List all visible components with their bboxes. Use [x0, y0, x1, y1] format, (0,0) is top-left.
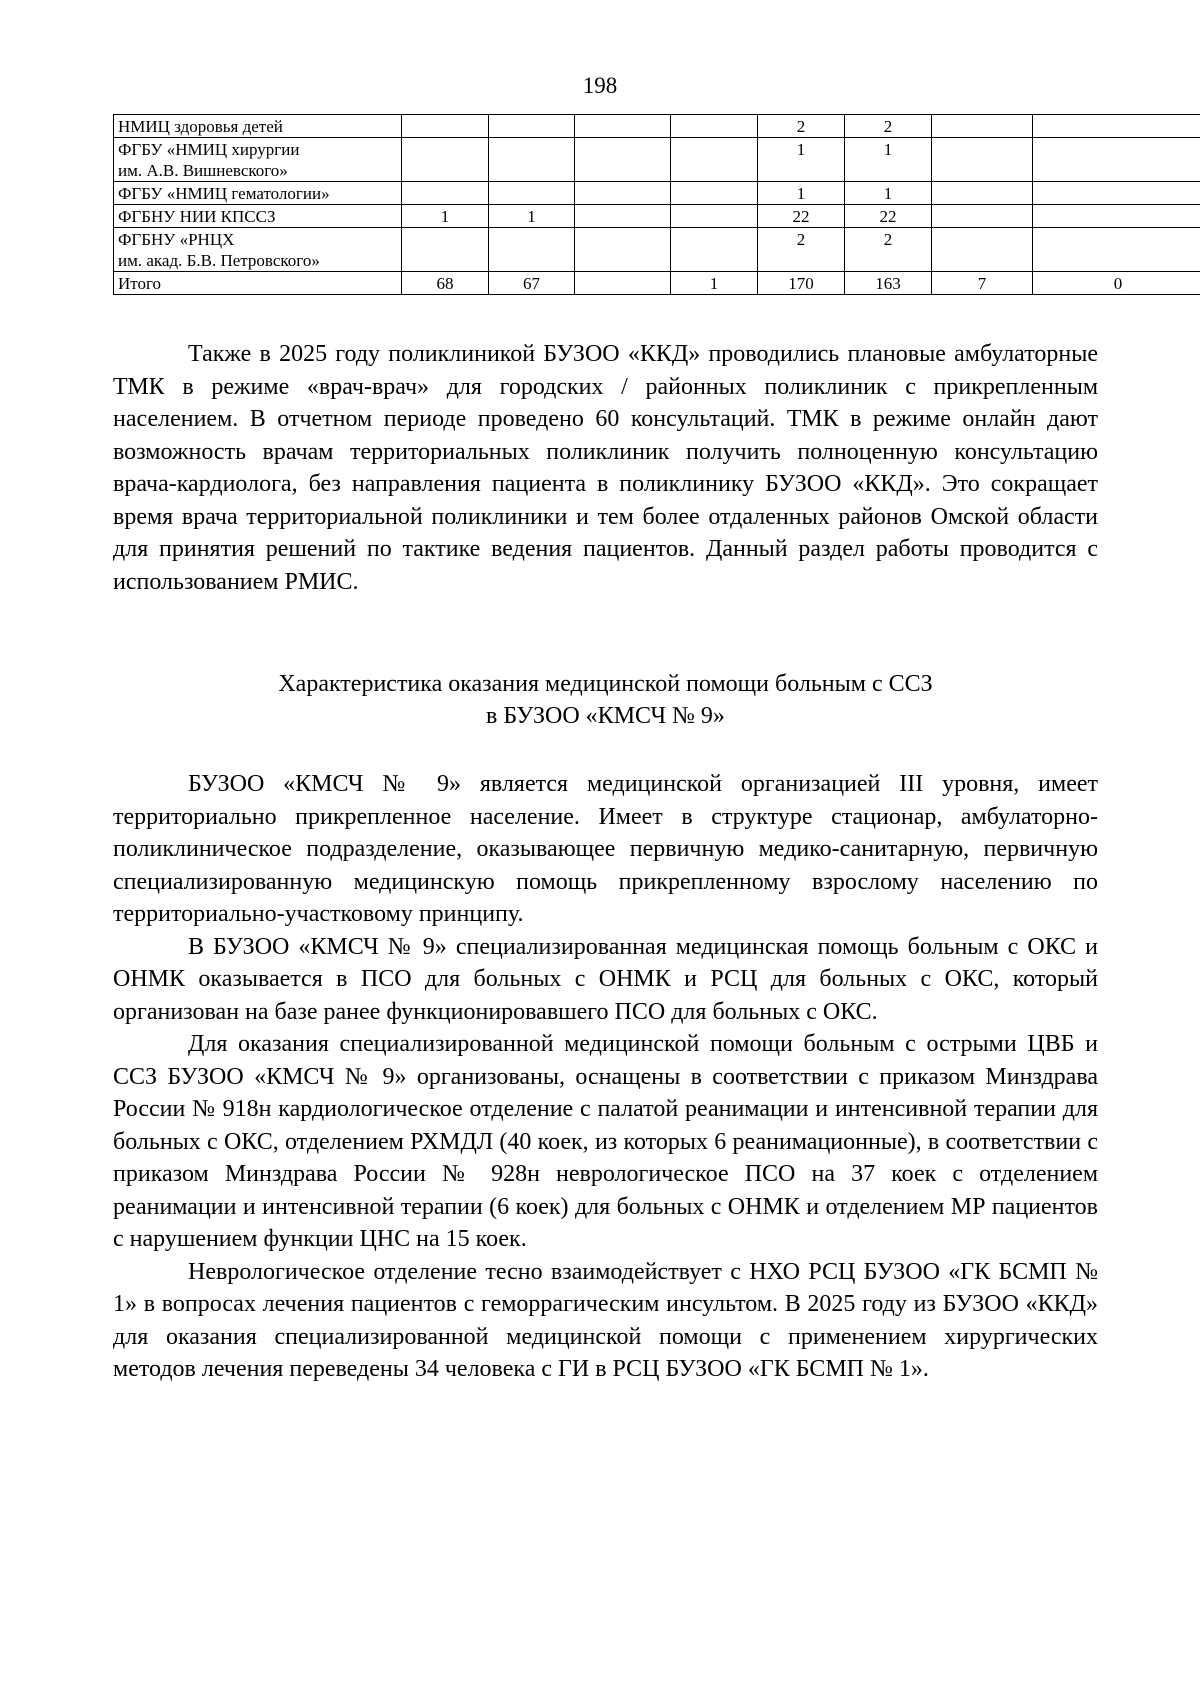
table-cell	[671, 205, 758, 228]
table-cell	[575, 205, 671, 228]
table-row	[114, 205, 1200, 228]
table-cell	[671, 115, 758, 138]
table-cell: 68	[402, 272, 489, 295]
table-row	[114, 228, 1200, 272]
table-cell: 0	[1033, 272, 1200, 295]
table-cell	[1033, 228, 1200, 272]
table-cell-name: Итого	[114, 272, 402, 295]
table-cell	[1033, 115, 1200, 138]
table-cell: 163	[845, 272, 932, 295]
intro-text-block	[113, 338, 1098, 598]
section-heading-line-1: Характеристика оказания медицинской помощи больным с ССЗ	[278, 671, 933, 697]
paragraph: Неврологическое отделение тесно взаимодействует с НХО РСЦ БУЗОО «ГК БСМП № 1» в вопросах лечения пациентов с геморрагическим инсультом. В 2025 году из БУЗОО «ККД» для оказания специализированной медицинской помощи с применением хирургических методов лечения переведены 34 человека с ГИ в РСЦ БУЗОО «ГК БСМП № 1».	[113, 1258, 1098, 1382]
table-cell: 22	[758, 205, 845, 228]
paragraph: В БУЗОО «КМСЧ № 9» специализированная медицинская помощь больным с ОКС и ОНМК оказывается в ПСО для больных с ОНМК и РСЦ для больных с ОКС, который организован на базе ранее функционировавшего ПСО для больных с ОКС.	[113, 933, 1098, 1025]
main-text-block	[113, 768, 1098, 1386]
table-cell: 7	[932, 272, 1033, 295]
table-cell	[932, 228, 1033, 272]
table-cell	[489, 228, 575, 272]
table-cell: 2	[758, 228, 845, 272]
table-cell: 170	[758, 272, 845, 295]
table-cell	[671, 138, 758, 182]
table-cell	[671, 228, 758, 272]
table-row-total	[114, 272, 1200, 295]
table-cell	[402, 228, 489, 272]
table-cell-name: ФГБНУ НИИ КПССЗ	[114, 205, 402, 228]
table-cell	[402, 115, 489, 138]
table-cell	[489, 138, 575, 182]
intro-paragraph: Также в 2025 году поликлиникой БУЗОО «ККД» проводились плановые амбулаторные ТМК в режиме «врач-врач» для городских / районных поликлиник с прикрепленным населением. В отчетном периоде проведено 60 консультаций. ТМК в режиме онлайн дают возможность врачам территориальных поликлиник получить полноценную консультацию врача-кардиолога, без направления пациента в поликлинику БУЗОО «ККД». Это сокращает время врача территориальной поликлиники и тем более отдаленных районов Омской области для принятия решений по тактике ведения пациентов. Данный раздел работы проводится с использованием РМИС.	[113, 341, 1098, 595]
table-cell	[671, 182, 758, 205]
table-cell: 1	[845, 182, 932, 205]
table-cell: 1	[758, 182, 845, 205]
table-cell	[932, 115, 1033, 138]
table-cell	[932, 138, 1033, 182]
table-cell	[1033, 205, 1200, 228]
page-number: 198	[582, 73, 618, 98]
table-cell	[575, 272, 671, 295]
table-cell: 22	[845, 205, 932, 228]
table-cell: 1	[671, 272, 758, 295]
table-cell: 2	[845, 228, 932, 272]
table-cell-name: ФГБУ «НМИЦ гематологии»	[114, 182, 402, 205]
paragraph: БУЗОО «КМСЧ № 9» является медицинской организацией III уровня, имеет территориально прикрепленное население. Имеет в структуре стационар, амбулаторно-поликлиническое подразделение, оказывающее первичную медико-санитарную, первичную специализированную медицинскую помощь прикрепленному взрослому населению по территориально-участковому принципу.	[113, 771, 1098, 927]
table-cell	[575, 228, 671, 272]
table-cell: 2	[845, 115, 932, 138]
table-cell	[575, 138, 671, 182]
section-heading-line-2: в БУЗОО «КМСЧ № 9»	[486, 703, 725, 729]
table-row	[114, 182, 1200, 205]
table-cell-name: ФГБУ «НМИЦ хирургии им. А.В. Вишневского»	[114, 138, 402, 182]
table-row	[114, 138, 1200, 182]
table-cell: 1	[489, 205, 575, 228]
table-row	[114, 115, 1200, 138]
table-cell	[932, 205, 1033, 228]
table-cell	[932, 182, 1033, 205]
table-cell	[575, 115, 671, 138]
table-cell	[489, 182, 575, 205]
table-cell: 1	[845, 138, 932, 182]
table-cell-name: ФГБНУ «РНЦХ им. акад. Б.В. Петровского»	[114, 228, 402, 272]
table-cell	[402, 138, 489, 182]
table-cell: 1	[402, 205, 489, 228]
table-cell	[1033, 138, 1200, 182]
table-cell	[489, 115, 575, 138]
table-cell	[402, 182, 489, 205]
paragraph: Для оказания специализированной медицинской помощи больным с острыми ЦВБ и ССЗ БУЗОО «КМСЧ № 9» организованы, оснащены в соответствии с приказом Минздрава России № 918н кардиологическое отделение с палатой реанимации и интенсивной терапии для больных с ОКС, отделением РХМДЛ (40 коек, из которых 6 реанимационные), в соответствии с приказом Минздрава России № 928н неврологическое ПСО на 37 коек с отделением реанимации и интенсивной терапии (6 коек) для больных с ОНМК и отделением МР пациентов с нарушением функции ЦНС на 15 коек.	[113, 1031, 1098, 1252]
table-cell	[1033, 182, 1200, 205]
table-cell: 2	[758, 115, 845, 138]
table-cell	[575, 182, 671, 205]
statistics-table	[113, 114, 1200, 295]
table-cell: 67	[489, 272, 575, 295]
table-cell-name: НМИЦ здоровья детей	[114, 115, 402, 138]
section-heading	[113, 668, 1098, 732]
table-cell: 1	[758, 138, 845, 182]
